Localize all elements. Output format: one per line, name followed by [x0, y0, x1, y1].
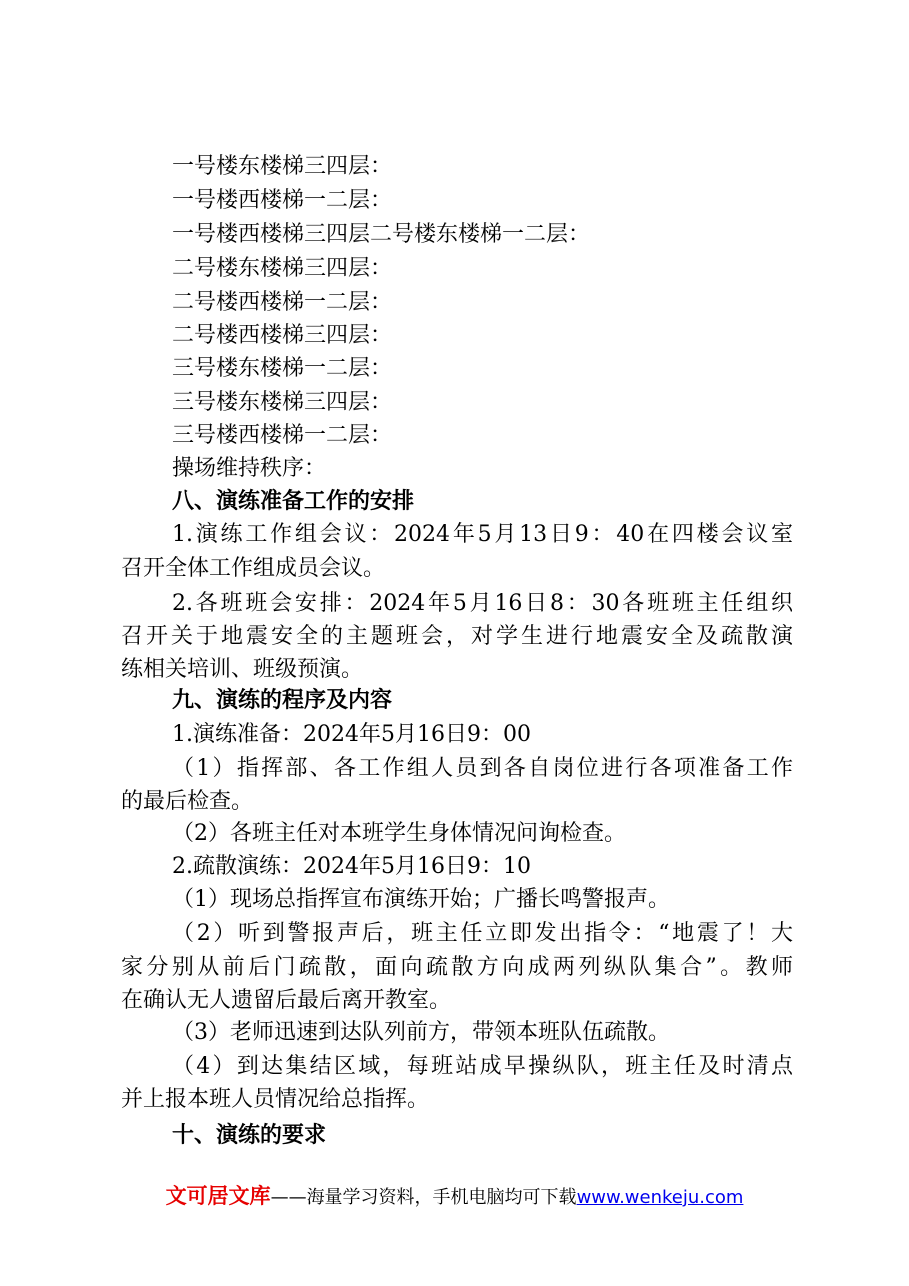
paragraph-line: [0, 620, 909, 653]
brand-logo-text: 文可居文库: [165, 1184, 271, 1208]
paragraph-line: 在确认无人遗留后最后离开教室。: [121, 988, 452, 1013]
text-line: 二号楼西楼梯一二层：: [172, 290, 393, 315]
paragraph-line: [0, 917, 909, 950]
text-line: 三号楼东楼梯一二层：: [172, 356, 393, 381]
footer-description: 海量学习资料，手机电脑均可下载: [306, 1187, 577, 1208]
paragraph-text: （4）到达集结区域，每班站成早操纵队，班主任及时清点: [172, 1054, 793, 1079]
section-heading-9: 九、演练的程序及内容: [172, 688, 393, 713]
text-line: 一号楼东楼梯三四层：: [172, 154, 393, 179]
paragraph-text: （2）听到警报声后，班主任立即发出指令：“地震了！大: [172, 921, 793, 946]
paragraph-line: （2）各班主任对本班学生身体情况问询检查。: [172, 821, 626, 846]
text-line: 三号楼东楼梯三四层：: [172, 390, 393, 415]
text-line: 操场维持秩序：: [172, 456, 327, 481]
paragraph-text: 2.各班班会安排：2024年5月16日8：30各班班主任组织: [172, 591, 793, 616]
paragraph-line: [0, 518, 909, 551]
text-line: 三号楼西楼梯一二层：: [172, 423, 393, 448]
paragraph-line: 1.演练准备：2024年5月16日9：00: [172, 722, 531, 747]
paragraph-text: （1）指挥部、各工作组人员到各自岗位进行各项准备工作: [172, 756, 793, 781]
paragraph-line: [0, 951, 909, 984]
paragraph-line: （3）老师迅速到达队列前方，带领本班队伍疏散。: [172, 1020, 670, 1045]
text-line: 二号楼西楼梯三四层：: [172, 323, 393, 348]
footer-dash: ——: [270, 1187, 307, 1208]
section-heading-10: 十、演练的要求: [172, 1123, 327, 1148]
text-line: 一号楼西楼梯三四层二号楼东楼梯一二层：: [172, 222, 591, 247]
text-line: 一号楼西楼梯一二层：: [172, 188, 393, 213]
paragraph-line: 召开全体工作组成员会议。: [121, 556, 386, 581]
text-line: 二号楼东楼梯三四层：: [172, 256, 393, 281]
paragraph-line: （1）现场总指挥宣布演练开始；广播长鸣警报声。: [172, 887, 670, 912]
paragraph-text: 1.演练工作组会议：2024年5月13日9：40在四楼会议室: [172, 522, 793, 547]
paragraph-text: 召开关于地震安全的主题班会，对学生进行地震安全及疏散演: [121, 624, 793, 649]
paragraph-line: [0, 587, 909, 620]
footer-banner: [0, 1182, 909, 1212]
paragraph-line: [0, 1050, 909, 1083]
paragraph-text: 家分别从前后门疏散，面向疏散方向成两列纵队集合”。教师: [121, 955, 793, 980]
paragraph-line: 2.疏散演练：2024年5月16日9：10: [172, 854, 531, 879]
footer-link[interactable]: www.wenkeju.com: [576, 1187, 744, 1208]
paragraph-line: 练相关培训、班级预演。: [121, 657, 364, 682]
paragraph-line: [0, 752, 909, 785]
paragraph-line: 并上报本班人员情况给总指挥。: [121, 1087, 430, 1112]
section-heading-8: 八、演练准备工作的安排: [172, 489, 415, 514]
paragraph-line: 的最后检查。: [121, 789, 254, 814]
